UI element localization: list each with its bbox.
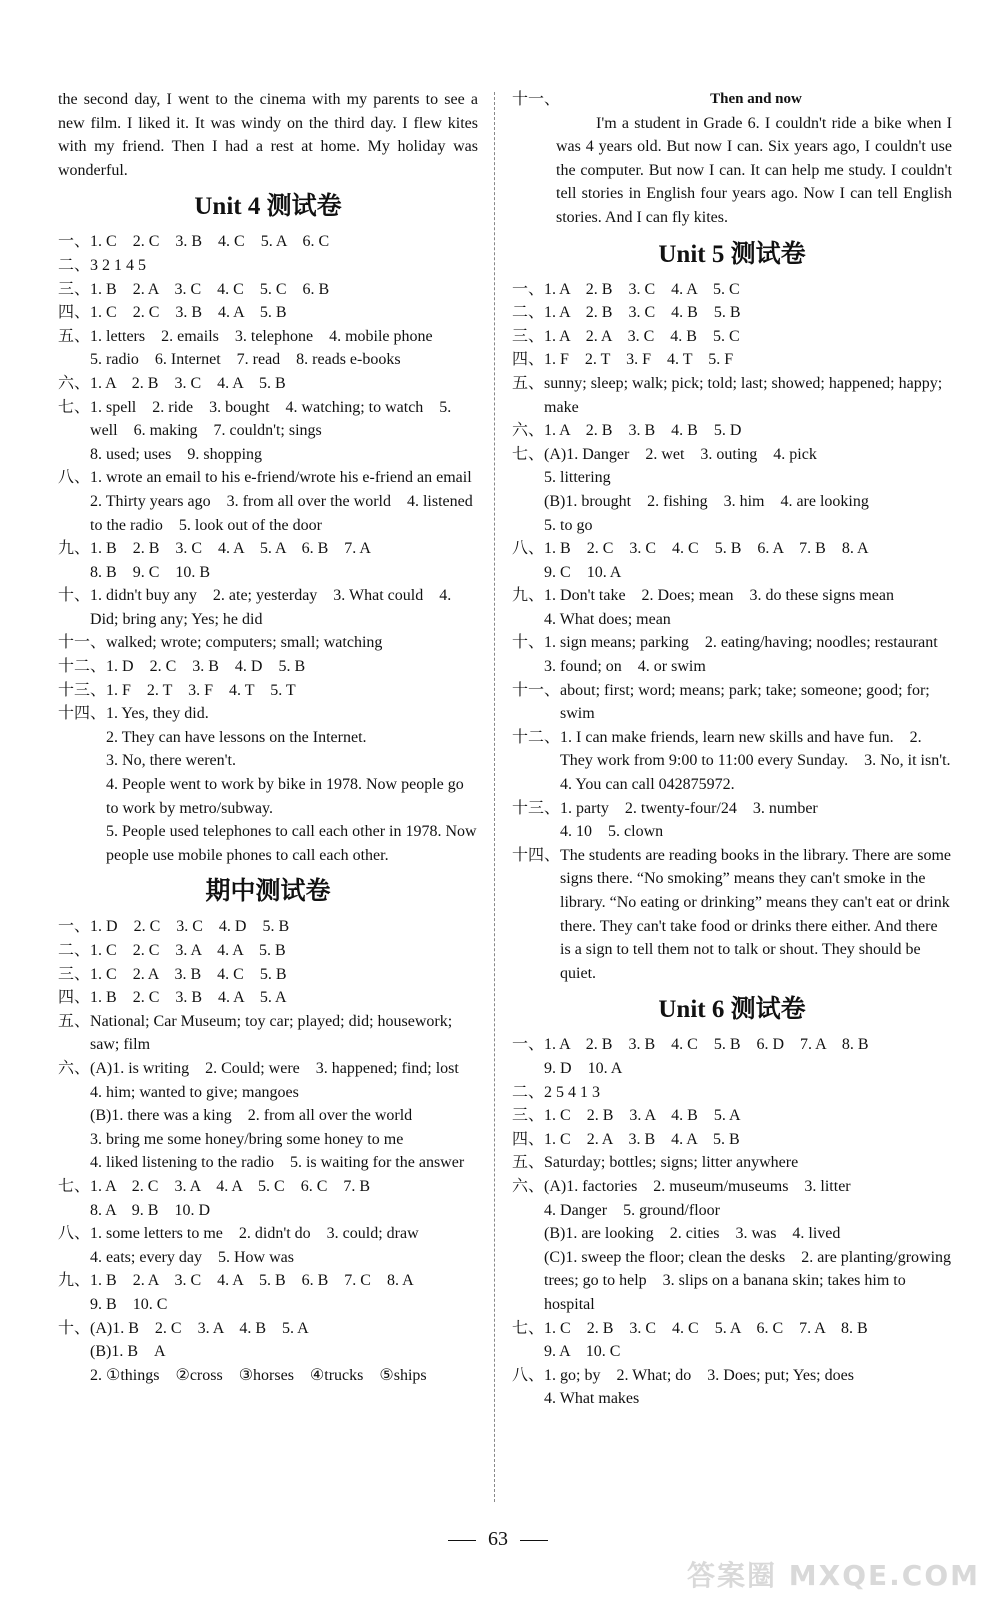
item-number: 七、 xyxy=(58,1177,91,1195)
item-number: 一、 xyxy=(512,1036,545,1054)
answer-item xyxy=(512,797,952,844)
item-answers xyxy=(544,1128,952,1152)
item-answers xyxy=(544,1081,952,1105)
answer-item xyxy=(512,348,952,372)
answer-line: 8. A 9. B 10. D xyxy=(90,1201,211,1219)
item-answers xyxy=(560,679,952,726)
answer-item xyxy=(58,915,478,939)
item-answers xyxy=(544,325,952,349)
answer-line: 1. didn't buy any 2. ate; yesterday 3. What could 4. Did; bring any; Yes; he did xyxy=(90,587,452,628)
answer-item xyxy=(58,631,478,655)
answer-line: 1. letters 2. emails 3. telephone 4. mobile phone xyxy=(90,327,433,345)
answer-item xyxy=(512,1081,952,1105)
answer-item xyxy=(58,963,478,987)
item-number: 二、 xyxy=(58,942,91,959)
answer-line: 1. C 2. A 3. B 4. C 5. B xyxy=(90,965,287,983)
answer-line: 8. used; uses 9. shopping xyxy=(90,445,263,463)
item-number: 八、 xyxy=(58,469,91,487)
section-title: 期中测试卷 xyxy=(205,878,331,906)
item-number: 三、 xyxy=(58,280,91,298)
item-number: 十一、 xyxy=(58,634,107,652)
answer-line: 8. B 9. C 10. B xyxy=(90,563,211,581)
item-answers xyxy=(544,372,952,419)
answer-item xyxy=(512,1364,952,1411)
answer-line: 1. wrote an email to his e-friend/wrote his e-friend an email 2. Thirty years ago 3. from all over the world 4. listened to the radio 5. look out of the door xyxy=(90,469,488,534)
answer-line: 1. A 2. B 3. C 4. A 5. B xyxy=(90,374,286,392)
item-answers xyxy=(90,466,488,537)
answer-line: 4. 10 5. clown xyxy=(560,823,664,841)
answer-line: (B)1. B A xyxy=(90,1343,166,1361)
answer-line: (A)1. is writing 2. Could; were 3. happened; find; lost 4. him; wanted to give; mangoes xyxy=(90,1059,475,1101)
answer-item xyxy=(512,537,952,584)
answer-line: 1. some letters to me 2. didn't do 3. could; draw xyxy=(90,1225,419,1243)
answer-item xyxy=(58,702,478,867)
answer-line: 4. Danger 5. ground/floor xyxy=(544,1201,720,1219)
answer-line: 5. to go xyxy=(544,516,593,534)
answer-line: 1. A 2. C 3. A 4. A 5. C 6. C 7. B xyxy=(90,1177,371,1195)
answer-item xyxy=(512,844,952,986)
answer-line: (B)1. brought 2. fishing 3. him 4. are looking xyxy=(544,492,869,510)
item-number: 四、 xyxy=(58,989,91,1007)
essay-text: I'm a student in Grade 6. I couldn't ride a bike when I was 4 years old. But now I can. Six years ago, I couldn't use the computer. But now I can. It can help me study. I couldn't tell stories in English four years ago. Now I can tell English stories. And I can fly kites. xyxy=(556,114,952,226)
answer-line: 4. What makes xyxy=(544,1390,640,1408)
answer-item xyxy=(58,1222,478,1269)
item-answers xyxy=(90,1317,478,1388)
answer-item xyxy=(58,679,478,703)
item-answers xyxy=(90,396,478,467)
item-answers xyxy=(560,844,952,986)
answer-line: 1. C 2. A 3. B 4. A 5. B xyxy=(544,1130,740,1148)
column-divider xyxy=(494,92,495,1502)
item-number: 五、 xyxy=(58,1012,91,1030)
item-answers xyxy=(560,797,952,844)
answer-line: 1. Yes, they did. xyxy=(106,705,209,723)
answer-line: 1. C 2. C 3. A 4. A 5. B xyxy=(90,942,286,959)
left-sections xyxy=(58,190,488,1387)
item-answers xyxy=(90,939,478,963)
item-answers xyxy=(544,1033,952,1080)
answer-item xyxy=(58,584,478,631)
item-number: 七、 xyxy=(58,398,91,416)
answer-line: 1. A 2. A 3. C 4. B 5. C xyxy=(544,327,740,345)
answer-line: The students are reading books in the library. There are some signs there. “No smoking” means they can't smoke in the library. “No eating or drinking” means they can't eat or drink there. They can't take food or drinks there either. And there is a sign to tell them not to talk or shout. They should be quiet. xyxy=(560,846,951,982)
item-number: 十四、 xyxy=(512,846,561,864)
item-number: 五、 xyxy=(512,374,545,392)
answer-item xyxy=(58,466,488,537)
item-number: 九、 xyxy=(512,587,545,605)
section-title: Unit 5 测试卷 xyxy=(658,240,806,268)
answer-item xyxy=(512,679,952,726)
answer-line: 1. A 2. B 3. B 4. C 5. B 6. D 7. A 8. B xyxy=(544,1036,869,1054)
answer-line: 3 2 1 4 5 xyxy=(90,256,147,274)
item-number: 七、 xyxy=(512,445,545,463)
answer-line: 3. No, there weren't. xyxy=(106,752,236,770)
answer-line: 1. D 2. C 3. C 4. D 5. B xyxy=(90,918,290,936)
answer-line: 1. go; by 2. What; do 3. Does; put; Yes; does xyxy=(544,1366,854,1384)
answer-line: 1. B 2. C 3. B 4. A 5. A xyxy=(90,989,287,1007)
answer-line: 1. B 2. B 3. C 4. A 5. A 6. B 7. A xyxy=(90,540,371,558)
answer-line: 3. bring me some honey/bring some honey to me xyxy=(90,1130,404,1148)
item-answers xyxy=(90,1222,478,1269)
item-answers xyxy=(544,1104,952,1128)
item-answers xyxy=(90,986,478,1010)
item-answers xyxy=(90,372,478,396)
answer-item xyxy=(512,1104,952,1128)
answer-line: walked; wrote; computers; small; watching xyxy=(106,634,383,652)
answer-item xyxy=(58,1175,478,1222)
item-answers xyxy=(560,726,967,797)
answer-item xyxy=(58,1010,478,1057)
item-number: 十三、 xyxy=(512,799,561,817)
item-number: 十、 xyxy=(58,587,91,605)
item-answers xyxy=(544,1364,952,1411)
answer-line: (A)1. factories 2. museum/museums 3. litter xyxy=(544,1177,851,1195)
answer-item xyxy=(58,1317,478,1388)
answer-line: 5. radio 6. Internet 7. read 8. reads e-books xyxy=(90,351,401,369)
answer-item xyxy=(512,301,952,325)
item-answers xyxy=(90,1010,478,1057)
item-number: 七、 xyxy=(512,1319,545,1337)
item-answers xyxy=(544,278,952,302)
answer-line: 9. A 10. C xyxy=(544,1343,621,1361)
right-sections xyxy=(512,238,967,1411)
answer-line: (C)1. sweep the floor; clean the desks 2. are planting/growing trees; go to help 3. slips on a banana skin; takes him to hospital xyxy=(544,1248,952,1313)
answer-line: 1. B 2. A 3. C 4. A 5. B 6. B 7. C 8. A xyxy=(90,1272,414,1290)
item-answers xyxy=(544,584,952,631)
item-number: 三、 xyxy=(512,327,545,345)
item-number: 三、 xyxy=(512,1107,545,1125)
item-number: 四、 xyxy=(58,304,91,322)
answer-line: 5. littering xyxy=(544,469,611,487)
item-number: 六、 xyxy=(58,1059,91,1077)
item-answers xyxy=(544,419,952,443)
answer-item xyxy=(58,254,478,278)
item-answers xyxy=(544,1175,952,1317)
answer-line: (B)1. there was a king 2. from all over the world xyxy=(90,1107,413,1125)
item-number: 四、 xyxy=(512,1130,545,1148)
item-number: 十三、 xyxy=(58,681,107,699)
section-title: Unit 6 测试卷 xyxy=(658,996,806,1024)
answer-item xyxy=(512,1128,952,1152)
answer-line: 9. B 10. C xyxy=(90,1295,168,1313)
item-number: 二、 xyxy=(512,1083,545,1101)
item-answers xyxy=(544,1317,952,1364)
item-number: 十、 xyxy=(512,634,545,652)
answer-line: 1. C 2. C 3. B 4. A 5. B xyxy=(90,304,287,322)
answer-line: 5. People used telephones to call each other in 1978. Now people use mobile phones to call each other. xyxy=(106,823,477,864)
item-answers xyxy=(544,1151,952,1175)
item-answers xyxy=(544,301,952,325)
item-number: 五、 xyxy=(58,327,91,345)
item-number: 六、 xyxy=(512,422,545,440)
item-number: 一、 xyxy=(58,233,91,251)
answer-item xyxy=(58,986,478,1010)
item-number: 八、 xyxy=(512,1366,545,1384)
item-number: 九、 xyxy=(58,1272,91,1290)
item-answers xyxy=(90,230,478,254)
answer-line: 4. What does; mean xyxy=(544,610,671,628)
item-answers xyxy=(106,702,478,867)
watermark: 答案圈 MXQE.COM xyxy=(687,1559,980,1592)
item-answers xyxy=(106,655,478,679)
answer-item xyxy=(512,372,952,419)
answer-line: 1. I can make friends, learn new skills and have fun. 2. They work from 9:00 to 11:00 every Sunday. 3. No, it isn't. 4. You can call 042875972. xyxy=(560,728,967,794)
answer-line: 1. B 2. A 3. C 4. C 5. C 6. B xyxy=(90,280,330,298)
item-number: 十一、 xyxy=(512,681,561,699)
answer-line: 9. D 10. A xyxy=(544,1059,623,1077)
page-number xyxy=(0,1528,996,1551)
item-answers xyxy=(90,254,478,278)
item-number: 一、 xyxy=(58,918,91,936)
item-number: 十二、 xyxy=(58,658,107,676)
item-answers xyxy=(90,537,478,584)
intro-paragraph: the second day, I went to the cinema with my parents to see a new film. I liked it. It was windy on the third day. I flew kites with my friend. Then I had a rest at home. My holiday was wonderful. xyxy=(58,91,478,179)
right-column xyxy=(512,88,967,1411)
answer-line: sunny; sleep; walk; pick; told; last; showed; happened; happy; make xyxy=(544,374,943,416)
answer-line: 9. C 10. A xyxy=(544,563,622,581)
answer-line: (B)1. are looking 2. cities 3. was 4. lived xyxy=(544,1225,841,1243)
item-number: 三、 xyxy=(58,965,91,983)
answer-line: 1. D 2. C 3. B 4. D 5. B xyxy=(106,658,306,676)
dash-left xyxy=(448,1540,476,1541)
answer-line: Saturday; bottles; signs; litter anywhere xyxy=(544,1154,799,1172)
answer-item xyxy=(58,325,478,372)
answer-line: National; Car Museum; toy car; played; did; housework; saw; film xyxy=(90,1012,453,1054)
answer-item xyxy=(512,1175,952,1317)
answer-line: 2. They can have lessons on the Internet. xyxy=(106,728,367,746)
answer-item xyxy=(512,726,967,797)
answer-item xyxy=(58,230,478,254)
answer-item xyxy=(512,1033,952,1080)
item-number: 十、 xyxy=(58,1319,91,1337)
dash-right xyxy=(520,1540,548,1541)
item-number: 五、 xyxy=(512,1154,545,1172)
answer-item xyxy=(58,278,478,302)
item-number: 九、 xyxy=(58,540,91,558)
answer-line: about; first; word; means; park; take; someone; good; for; swim xyxy=(560,681,930,723)
answer-line: 1. party 2. twenty-four/24 3. number xyxy=(560,799,818,817)
answer-item xyxy=(58,939,478,963)
item-answers xyxy=(90,915,478,939)
item-number: 八、 xyxy=(512,540,545,558)
answer-item xyxy=(58,1057,478,1175)
answer-item xyxy=(512,584,952,631)
item-number: 十二、 xyxy=(512,728,561,746)
item-number: 六、 xyxy=(512,1177,545,1195)
answer-item xyxy=(512,278,952,302)
item-answers xyxy=(106,631,478,655)
item-number: 六、 xyxy=(58,374,91,392)
answer-item xyxy=(512,631,952,678)
item-number: 四、 xyxy=(512,351,545,369)
answer-line: 2 5 4 1 3 xyxy=(544,1083,601,1101)
answer-line: 1. Don't take 2. Does; mean 3. do these signs mean xyxy=(544,587,894,605)
item-answers xyxy=(90,1175,478,1222)
item-number: 十四、 xyxy=(58,705,107,723)
item-answers xyxy=(544,631,952,678)
section-title: Unit 4 测试卷 xyxy=(194,193,342,221)
essay-header xyxy=(512,88,952,112)
answer-item xyxy=(512,325,952,349)
essay-title: Then and now xyxy=(710,91,802,107)
answer-item xyxy=(58,301,478,325)
item-number: 二、 xyxy=(58,256,91,274)
answer-line: 1. C 2. B 3. C 4. C 5. A 6. C 7. A 8. B xyxy=(544,1319,868,1337)
answer-line: 2. ①things ②cross ③horses ④trucks ⑤ships xyxy=(90,1366,427,1384)
answer-line: 1. A 2. B 3. C 4. A 5. C xyxy=(544,280,740,298)
answer-item xyxy=(58,396,478,467)
item-number: 二、 xyxy=(512,304,545,322)
item-answers xyxy=(90,278,478,302)
page-number-text: 63 xyxy=(488,1528,508,1550)
essay-number: 十一、 xyxy=(512,91,561,108)
item-answers xyxy=(544,537,952,584)
item-answers xyxy=(544,443,952,537)
item-answers xyxy=(90,584,478,631)
answer-item xyxy=(58,655,478,679)
answer-line: 1. A 2. B 3. B 4. B 5. D xyxy=(544,422,742,440)
answer-line: (A)1. B 2. C 3. A 4. B 5. A xyxy=(90,1319,309,1337)
answer-line: 1. F 2. T 3. F 4. T 5. F xyxy=(544,351,734,369)
item-answers xyxy=(90,325,478,372)
item-number: 八、 xyxy=(58,1225,91,1243)
item-answers xyxy=(90,1057,478,1175)
answer-line: 1. C 2. B 3. A 4. B 5. A xyxy=(544,1107,741,1125)
answer-item xyxy=(58,372,478,396)
answer-item xyxy=(512,443,952,537)
answer-line: 1. F 2. T 3. F 4. T 5. T xyxy=(106,681,296,699)
item-answers xyxy=(90,1269,478,1316)
left-column xyxy=(58,88,488,1387)
answer-item xyxy=(512,1151,952,1175)
answer-line: (A)1. Danger 2. wet 3. outing 4. pick xyxy=(544,445,817,463)
answer-line: 1. B 2. C 3. C 4. C 5. B 6. A 7. B 8. A xyxy=(544,540,869,558)
item-number: 一、 xyxy=(512,280,545,298)
answer-line: 1. sign means; parking 2. eating/having; noodles; restaurant 3. found; on 4. or swim xyxy=(544,634,954,676)
answer-item xyxy=(58,1269,478,1316)
answer-line: 1. spell 2. ride 3. bought 4. watching; to watch 5. well 6. making 7. couldn't; sings xyxy=(90,398,452,440)
answer-line: 1. A 2. B 3. C 4. B 5. B xyxy=(544,304,741,322)
answer-line: 4. liked listening to the radio 5. is waiting for the answer xyxy=(90,1154,465,1172)
answer-line: 1. C 2. C 3. B 4. C 5. A 6. C xyxy=(90,233,330,251)
item-answers xyxy=(90,963,478,987)
answer-line: 4. eats; every day 5. How was xyxy=(90,1248,294,1266)
answer-line: 4. People went to work by bike in 1978. Now people go to work by metro/subway. xyxy=(106,776,464,817)
item-answers xyxy=(544,348,952,372)
answer-item xyxy=(512,419,952,443)
answer-item xyxy=(58,537,478,584)
answer-item xyxy=(512,1317,952,1364)
item-answers xyxy=(106,679,478,703)
item-answers xyxy=(90,301,478,325)
